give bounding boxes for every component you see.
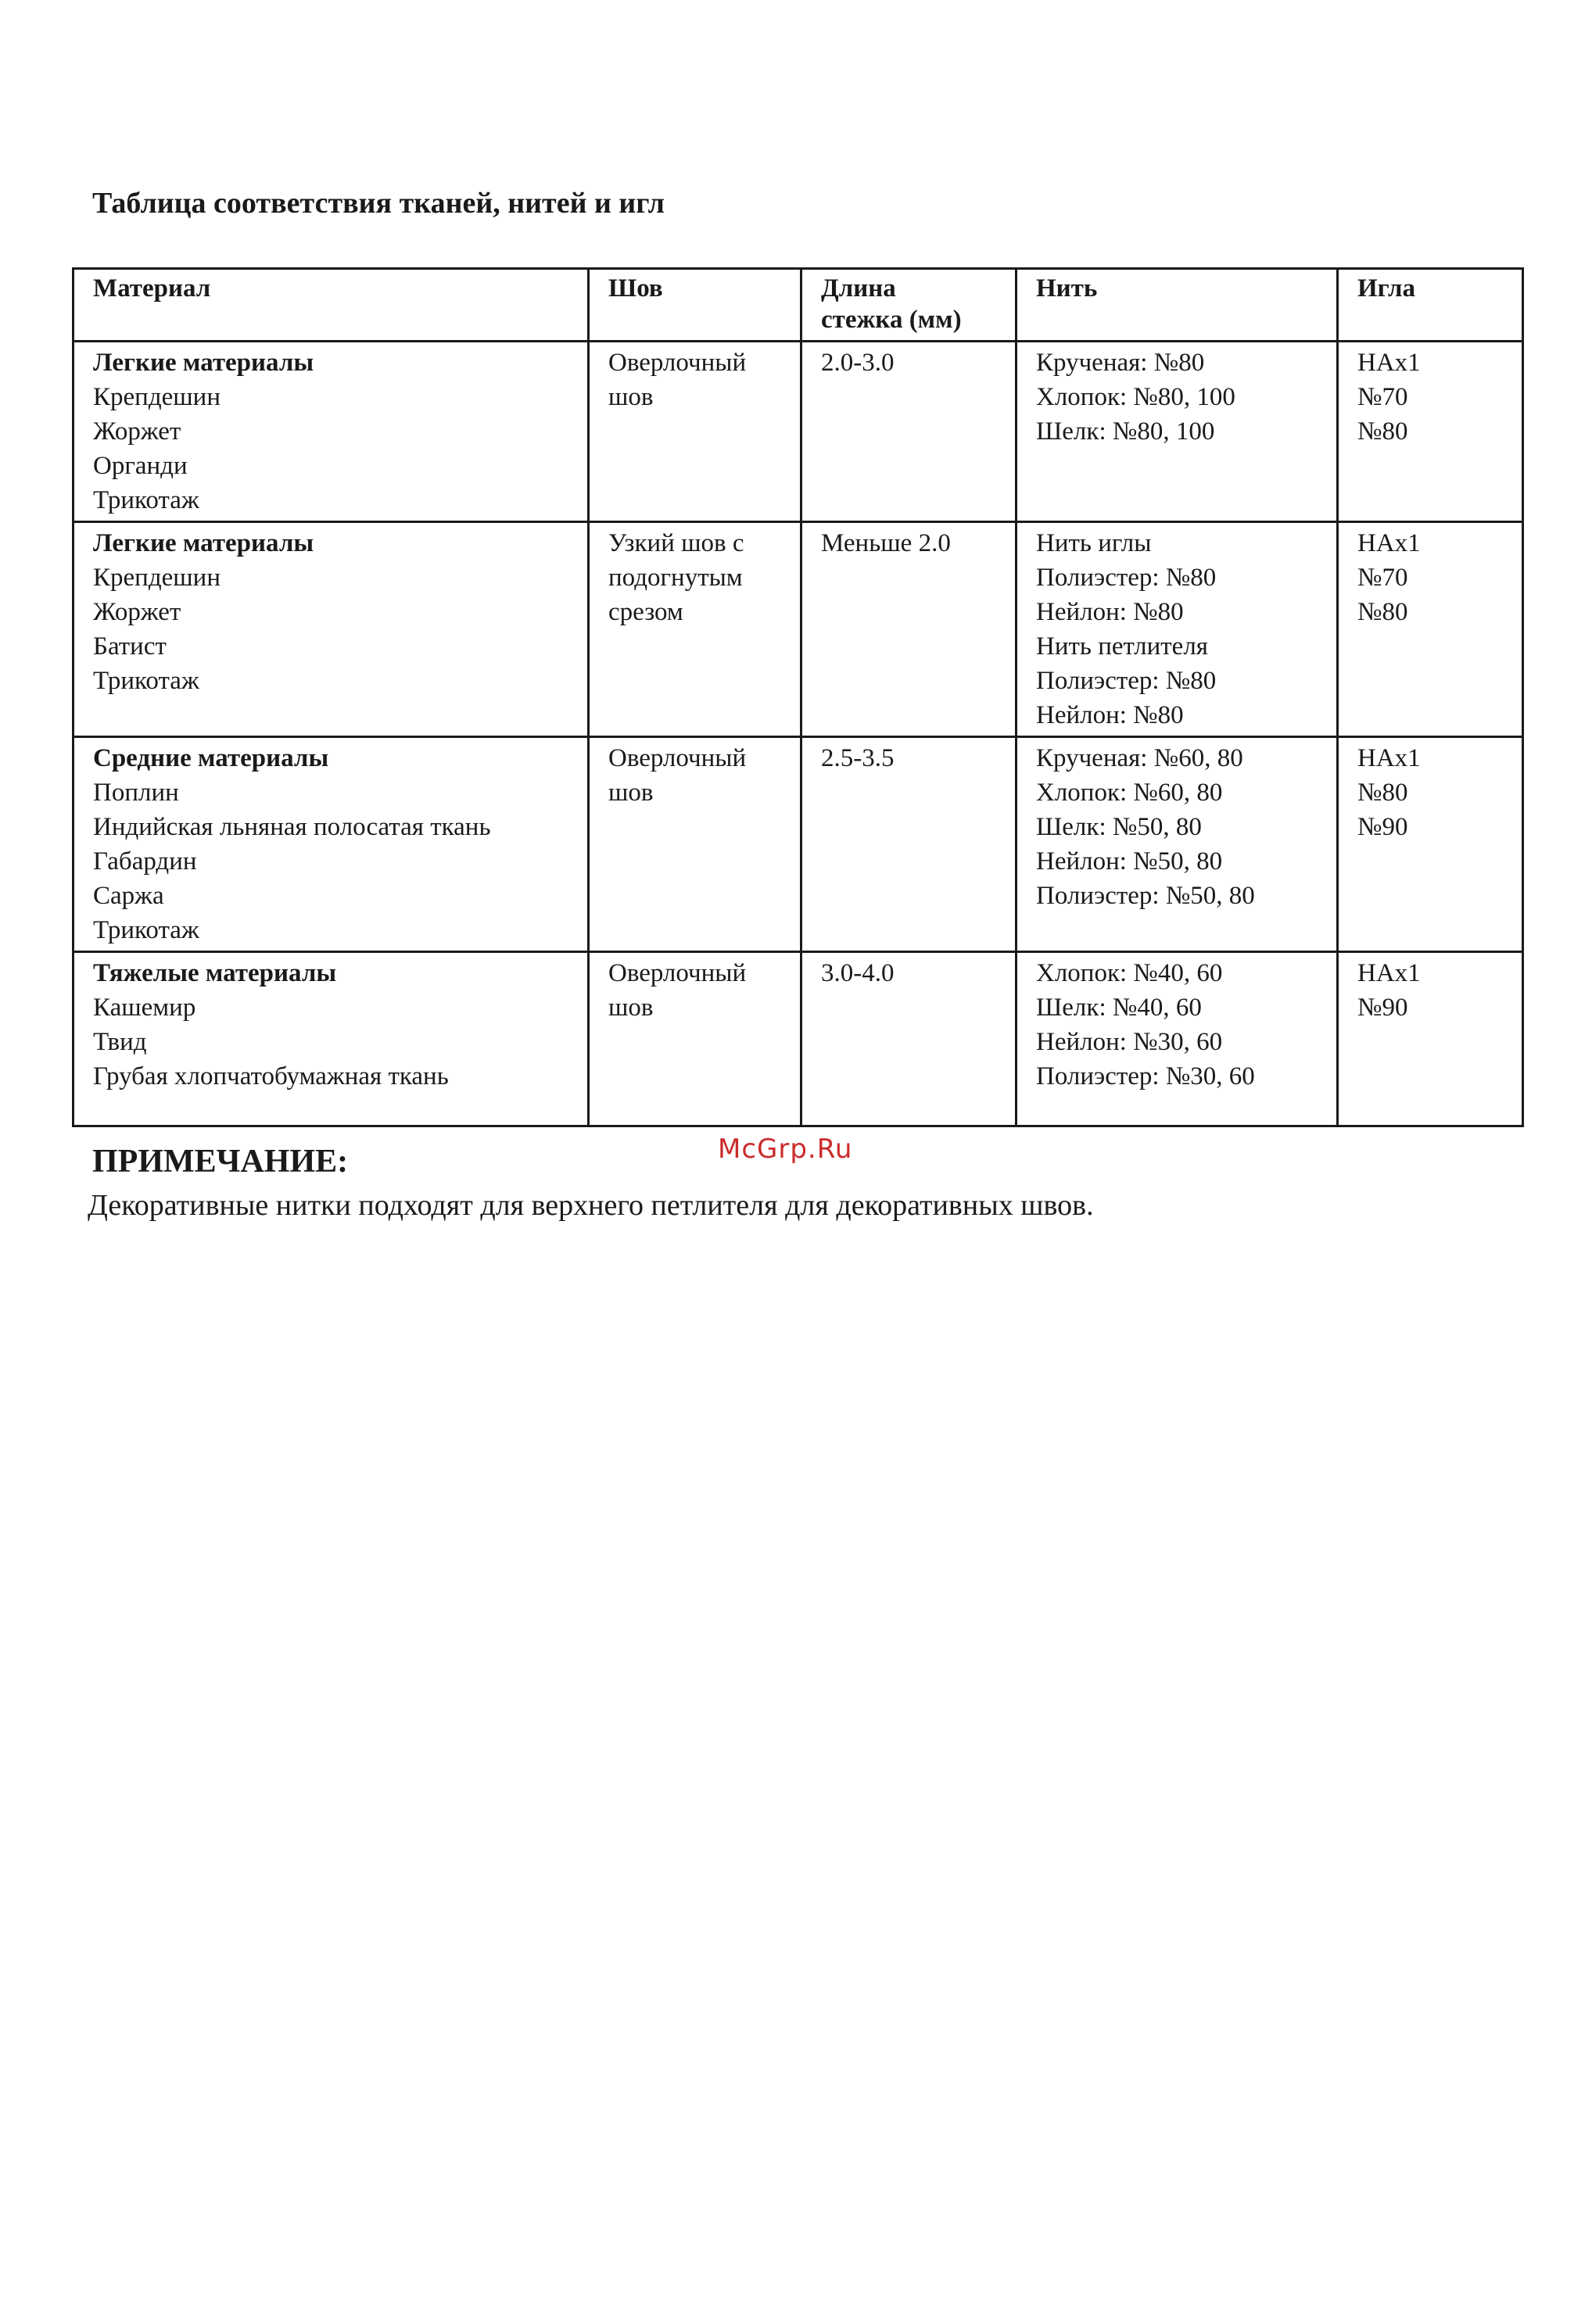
needle-line: №70 bbox=[1357, 383, 1408, 411]
material-name: Индийская льняная полосатая ткань bbox=[93, 813, 491, 841]
seam-line: шов bbox=[608, 779, 654, 807]
header-material: Материал bbox=[74, 269, 589, 342]
stitch-length-cell bbox=[801, 952, 1017, 1126]
needle-line: №80 bbox=[1357, 779, 1408, 807]
material-cell bbox=[74, 342, 589, 522]
seam-line: подогнутым bbox=[608, 564, 743, 592]
material-category: Тяжелые материалы bbox=[93, 959, 337, 987]
thread-cell bbox=[1017, 522, 1338, 737]
table-row bbox=[74, 952, 1523, 1126]
material-name: Саржа bbox=[93, 882, 164, 910]
table-header-row bbox=[74, 269, 1523, 342]
seam-line: шов bbox=[608, 994, 654, 1022]
table-row bbox=[74, 522, 1523, 737]
stitch-length-value: 2.0-3.0 bbox=[821, 349, 895, 377]
stitch-length-value: Меньше 2.0 bbox=[821, 529, 951, 557]
material-name: Поплин bbox=[93, 779, 179, 807]
header-stitch-length-line2: стежка (мм) bbox=[821, 306, 962, 334]
stitch-length-cell bbox=[801, 737, 1017, 952]
material-name: Кашемир bbox=[93, 994, 196, 1022]
thread-line: Нейлон: №50, 80 bbox=[1036, 847, 1223, 876]
header-seam: Шов bbox=[589, 269, 801, 342]
seam-line: срезом bbox=[608, 598, 683, 626]
thread-line: Полиэстер: №80 bbox=[1036, 564, 1217, 592]
thread-line: Хлопок: №80, 100 bbox=[1036, 383, 1235, 411]
needle-line: №80 bbox=[1357, 417, 1408, 446]
thread-cell bbox=[1017, 737, 1338, 952]
thread-line: Нейлон: №80 bbox=[1036, 598, 1184, 626]
fabric-thread-needle-table bbox=[72, 267, 1524, 1127]
material-name: Жоржет bbox=[93, 598, 181, 626]
material-name: Трикотаж bbox=[93, 667, 199, 695]
needle-line: №70 bbox=[1357, 564, 1408, 592]
needle-line: HAx1 bbox=[1357, 744, 1421, 772]
thread-line: Нейлон: №80 bbox=[1036, 701, 1184, 729]
stitch-length-cell bbox=[801, 522, 1017, 737]
table-row bbox=[74, 342, 1523, 522]
seam-line: шов bbox=[608, 383, 654, 411]
material-cell bbox=[74, 737, 589, 952]
material-name: Трикотаж bbox=[93, 916, 199, 944]
thread-line: Шелк: №80, 100 bbox=[1036, 417, 1215, 446]
needle-line: HAx1 bbox=[1357, 959, 1421, 987]
seam-line: Узкий шов с bbox=[608, 529, 744, 557]
material-name: Крепдешин bbox=[93, 564, 221, 592]
stitch-length-value: 3.0-4.0 bbox=[821, 959, 895, 987]
thread-line: Шелк: №40, 60 bbox=[1036, 994, 1202, 1022]
material-name: Органди bbox=[93, 452, 188, 480]
material-name: Габардин bbox=[93, 847, 197, 876]
material-cell bbox=[74, 952, 589, 1126]
seam-cell bbox=[589, 522, 801, 737]
thread-line: Крученая: №80 bbox=[1036, 349, 1205, 377]
needle-cell bbox=[1338, 522, 1523, 737]
needle-cell bbox=[1338, 342, 1523, 522]
material-name: Грубая хлопчатобумажная ткань bbox=[93, 1062, 449, 1090]
page-title: Таблица соответствия тканей, нитей и игл bbox=[92, 187, 665, 220]
seam-cell bbox=[589, 342, 801, 522]
needle-line: №90 bbox=[1357, 813, 1408, 841]
material-name: Батист bbox=[93, 632, 167, 661]
seam-cell bbox=[589, 737, 801, 952]
thread-line: Полиэстер: №30, 60 bbox=[1036, 1062, 1255, 1090]
needle-line: HAx1 bbox=[1357, 349, 1421, 377]
seam-line: Оверлочный bbox=[608, 349, 747, 377]
note-heading: ПРИМЕЧАНИЕ: bbox=[92, 1144, 349, 1180]
material-name: Трикотаж bbox=[93, 486, 199, 514]
table-row bbox=[74, 737, 1523, 952]
thread-line: Полиэстер: №50, 80 bbox=[1036, 882, 1255, 910]
needle-line: №90 bbox=[1357, 994, 1408, 1022]
material-name: Жоржет bbox=[93, 417, 181, 446]
thread-line: Хлопок: №60, 80 bbox=[1036, 779, 1223, 807]
thread-line: Нейлон: №30, 60 bbox=[1036, 1028, 1223, 1056]
material-category: Средние материалы bbox=[93, 744, 329, 772]
thread-cell bbox=[1017, 342, 1338, 522]
material-name: Твид bbox=[93, 1028, 147, 1056]
seam-cell bbox=[589, 952, 801, 1126]
header-stitch-length bbox=[801, 269, 1017, 342]
material-cell bbox=[74, 522, 589, 737]
header-thread: Нить bbox=[1017, 269, 1338, 342]
thread-line: Хлопок: №40, 60 bbox=[1036, 959, 1223, 987]
note-text: Декоративные нитки подходят для верхнего петлителя для декоративных швов. bbox=[88, 1189, 1094, 1222]
stitch-length-cell bbox=[801, 342, 1017, 522]
thread-line: Нить петлителя bbox=[1036, 632, 1208, 661]
needle-line: HAx1 bbox=[1357, 529, 1421, 557]
watermark-text: McGrp.Ru bbox=[718, 1133, 853, 1165]
seam-line: Оверлочный bbox=[608, 744, 747, 772]
seam-line: Оверлочный bbox=[608, 959, 747, 987]
thread-line: Шелк: №50, 80 bbox=[1036, 813, 1202, 841]
table-body bbox=[74, 342, 1523, 1126]
thread-line: Крученая: №60, 80 bbox=[1036, 744, 1243, 772]
header-stitch-length-line1: Длина bbox=[821, 274, 896, 303]
thread-line: Полиэстер: №80 bbox=[1036, 667, 1217, 695]
needle-line: №80 bbox=[1357, 598, 1408, 626]
thread-line: Нить иглы bbox=[1036, 529, 1152, 557]
needle-cell bbox=[1338, 952, 1523, 1126]
thread-cell bbox=[1017, 952, 1338, 1126]
stitch-length-value: 2.5-3.5 bbox=[821, 744, 895, 772]
needle-cell bbox=[1338, 737, 1523, 952]
header-needle: Игла bbox=[1338, 269, 1523, 342]
material-category: Легкие материалы bbox=[93, 529, 314, 557]
material-category: Легкие материалы bbox=[93, 349, 314, 377]
material-name: Крепдешин bbox=[93, 383, 221, 411]
